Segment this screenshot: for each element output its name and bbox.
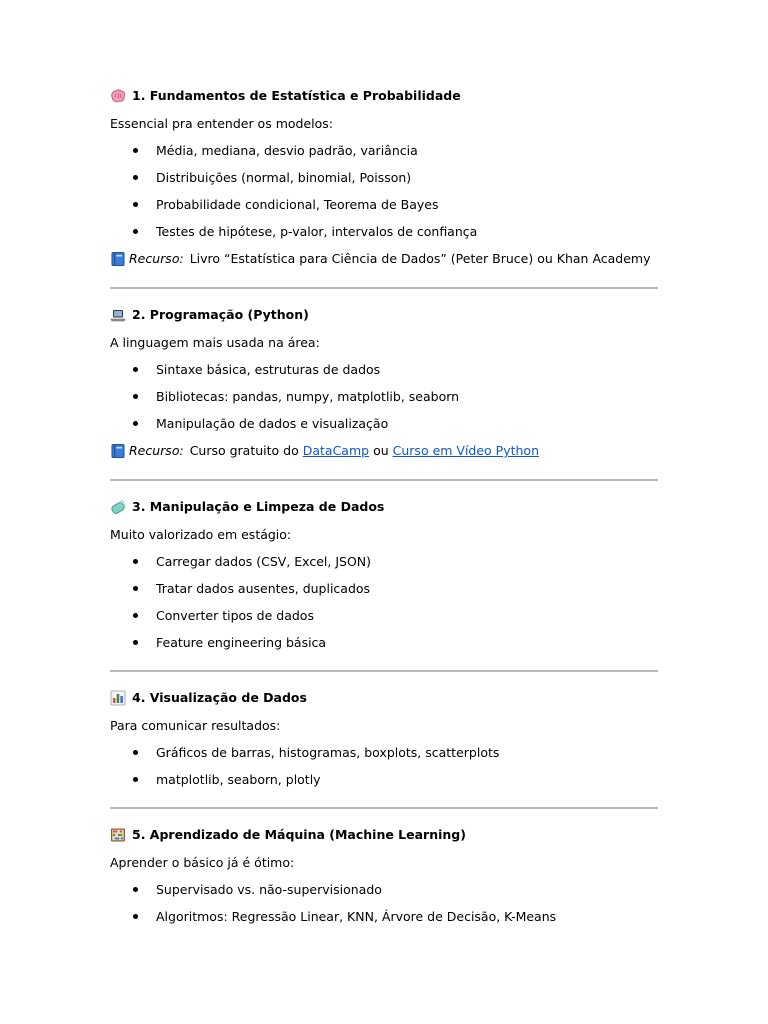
topic-list [110,552,658,652]
bullet-icon [133,613,138,618]
list-item: Converter tipos de dados [110,606,658,625]
document-page [110,86,658,934]
section-divider [110,807,658,809]
resource-text: Livro “Estatística para Ciência de Dados” (Peter Bruce) ou Khan Academy [189,251,651,266]
bullet-icon [133,559,138,564]
book-icon [110,443,126,459]
section-statistics [110,86,658,269]
datacamp-link[interactable]: DataCamp [302,443,370,458]
section-heading [110,825,658,845]
section-programming [110,305,658,461]
topic-list [110,360,658,433]
section-intro: Aprender o básico já é ótimo: [110,855,295,870]
bullet-icon [133,229,138,234]
list-item: Probabilidade condicional, Teorema de Bayes [110,195,658,214]
resource-label: Recurso: [129,443,184,458]
list-item: Supervisado vs. não-supervisionado [110,880,658,899]
section-intro: Muito valorizado em estágio: [110,527,292,542]
list-item: Distribuições (normal, binomial, Poisson) [110,168,658,187]
bullet-icon [133,750,138,755]
curso-em-video-link[interactable]: Curso em Vídeo Python [392,443,540,458]
section-title: 5. Aprendizado de Máquina (Machine Learning) [132,827,466,842]
resource-prefix: Curso gratuito do [189,443,299,458]
section-title: 4. Visualização de Dados [132,690,307,705]
bullet-icon [133,914,138,919]
laptop-icon [110,307,126,323]
list-item: Carregar dados (CSV, Excel, JSON) [110,552,658,571]
section-divider [110,479,658,481]
list-item: Sintaxe básica, estruturas de dados [110,360,658,379]
brain-icon [110,88,126,104]
bar-chart-icon [110,690,126,706]
bullet-icon [133,887,138,892]
bullet-icon [133,640,138,645]
section-title: 1. Fundamentos de Estatística e Probabilidade [132,88,461,103]
list-item: Média, mediana, desvio padrão, variância [110,141,658,160]
list-item: Tratar dados ausentes, duplicados [110,579,658,598]
section-heading [110,497,658,517]
list-item: Feature engineering básica [110,633,658,652]
bullet-icon [133,175,138,180]
bullet-icon [133,777,138,782]
section-heading [110,305,658,325]
resource-line [110,441,658,461]
topic-list [110,880,658,926]
section-machine-learning [110,825,658,926]
section-divider [110,287,658,289]
list-item: Manipulação de dados e visualização [110,414,658,433]
soap-icon [110,499,126,515]
section-title: 3. Manipulação e Limpeza de Dados [132,499,385,514]
section-heading [110,86,658,106]
bullet-icon [133,421,138,426]
section-title: 2. Programação (Python) [132,307,309,322]
section-intro: Essencial pra entender os modelos: [110,116,333,131]
section-heading [110,688,658,708]
topic-list [110,141,658,241]
list-item: Testes de hipótese, p-valor, intervalos de confiança [110,222,658,241]
list-item: Algoritmos: Regressão Linear, KNN, Árvore de Decisão, K-Means [110,907,658,926]
section-intro: A linguagem mais usada na área: [110,335,320,350]
bullet-icon [133,394,138,399]
abacus-icon [110,827,126,843]
list-item: Bibliotecas: pandas, numpy, matplotlib, seaborn [110,387,658,406]
bullet-icon [133,148,138,153]
resource-line [110,249,658,269]
resource-label: Recurso: [129,251,184,266]
bullet-icon [133,586,138,591]
section-data-cleaning [110,497,658,652]
section-intro: Para comunicar resultados: [110,718,281,733]
list-item: matplotlib, seaborn, plotly [110,770,658,789]
section-divider [110,670,658,672]
bullet-icon [133,367,138,372]
book-icon [110,251,126,267]
topic-list [110,743,658,789]
bullet-icon [133,202,138,207]
resource-connector: ou [373,443,389,458]
section-visualization [110,688,658,789]
list-item: Gráficos de barras, histogramas, boxplots, scatterplots [110,743,658,762]
